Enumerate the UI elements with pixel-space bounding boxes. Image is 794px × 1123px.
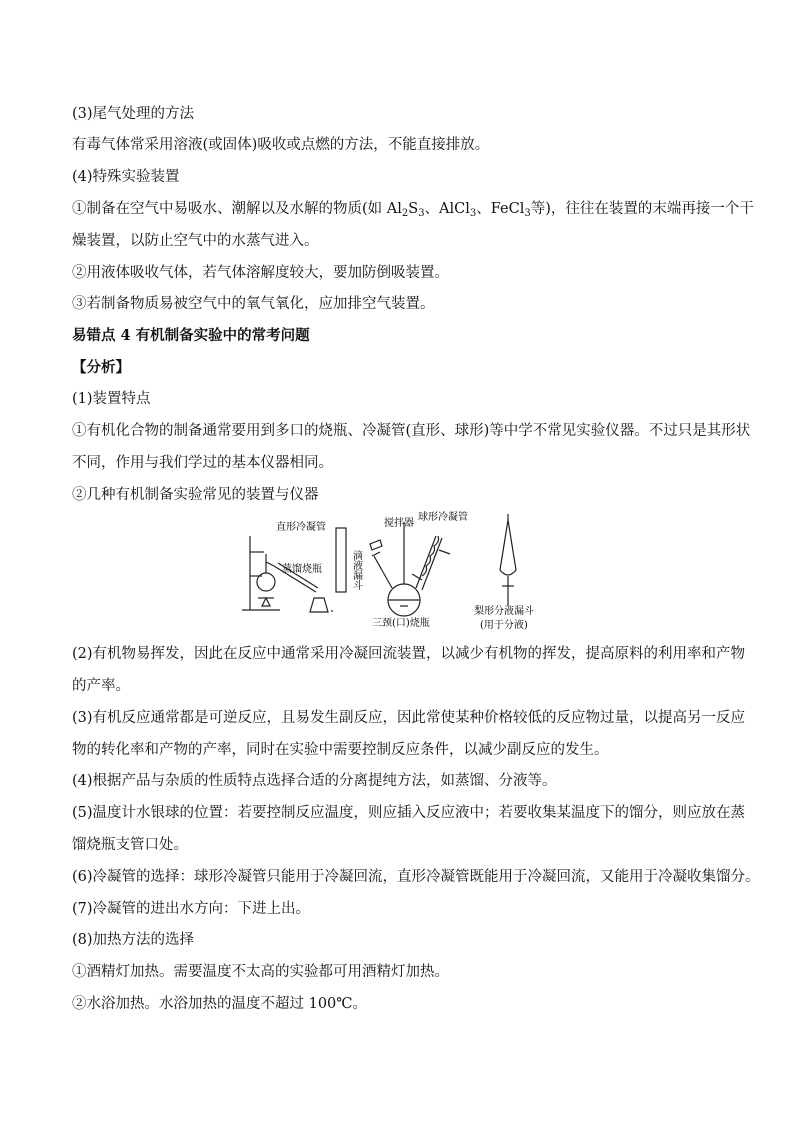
text-line: 不同，作用与我们学过的基本仪器相同。	[72, 455, 333, 471]
text-line: 物的转化率和产物的产率，同时在实验中需要控制反应条件，以减少副反应的发生。	[72, 742, 609, 758]
stirrer-label: 搅拌器	[384, 518, 414, 529]
text-line: 的产率。	[72, 678, 130, 694]
text-line: 有毒气体常采用溶液(或固体)吸收或点燃的方法，不能直接排放。	[72, 137, 490, 153]
sep-funnel-label: 梨形分液漏斗	[474, 606, 534, 617]
text-line: (5)温度计水银球的位置：若要控制反应温度，则应插入反应液中；若要收集某温度下的馏分，则应放在蒸	[72, 805, 746, 821]
text-line: (1)装置特点	[72, 391, 151, 407]
burner-shape	[262, 598, 270, 606]
text-line: (8)加热方法的选择	[72, 932, 195, 948]
analysis-heading: 【分析】	[72, 359, 130, 376]
text-line: (3)尾气处理的方法	[72, 106, 195, 122]
distill-flask-shape	[257, 573, 275, 591]
subscript: 2	[401, 208, 409, 219]
separatory-funnel-shape	[500, 520, 516, 575]
text-fragment: ①制备在空气中易吸水、潮解以及水解的物质(如 Al	[72, 201, 402, 217]
text-line: (6)冷凝管的选择：球形冷凝管只能用于冷凝回流，直形冷凝管既能用于冷凝回流，又能用于冷凝收集馏分。	[72, 869, 760, 885]
sep-funnel-use-label: (用于分液)	[480, 620, 528, 631]
text-line: (4)特殊实验装置	[72, 169, 180, 185]
text-fragment: 、FeCl	[476, 201, 525, 217]
text-line: 燥装置，以防止空气中的水蒸气进入。	[72, 233, 319, 249]
section-heading: 易错点 4 有机制备实验中的常考问题	[72, 327, 310, 344]
text-line: ②水浴加热。水浴加热的温度不超过 100℃。	[72, 996, 368, 1012]
text-line: (3)有机反应通常都是可逆反应，且易发生副反应，因此常使某种价格较低的反应物过量，以提高另一反应	[72, 710, 746, 726]
subscript: 3	[469, 208, 477, 219]
subscript: 3	[418, 208, 425, 219]
dropping-funnel-label: 滴液漏斗	[350, 550, 362, 590]
three-neck-flask-label: 三颈(口)烧瓶	[372, 618, 430, 629]
text-line: ①有机化合物的制备通常要用到多口的烧瓶、冷凝管(直形、球形)等中学不常见实验仪器。不过只是其形状	[72, 423, 751, 439]
text-line: (4)根据产品与杂质的性质特点选择合适的分离提纯方法，如蒸馏、分液等。	[72, 773, 557, 789]
receiver-flask-shape	[310, 598, 328, 612]
text-line: (7)冷凝管的进出水方向：下进上出。	[72, 901, 311, 917]
bulb-condenser-label: 球形冷凝管	[418, 512, 468, 523]
text-line: ②用液体吸收气体，若气体溶解度较大，要加防倒吸装置。	[72, 265, 449, 281]
text-line	[72, 199, 754, 219]
subscript: 3	[524, 208, 531, 219]
straight-condenser-label: 直形冷凝管	[276, 522, 326, 533]
text-line: ③若制备物质易被空气中的氧气氧化，应加排空气装置。	[72, 296, 435, 312]
dropping-funnel-label-box	[336, 528, 346, 592]
distill-flask-label: 蒸馏烧瓶	[282, 564, 322, 575]
apparatus-figure	[236, 510, 556, 632]
text-line: ①酒精灯加热。需要温度不太高的实验都可用酒精灯加热。	[72, 964, 449, 980]
text-line: 馏烧瓶支管口处。	[72, 837, 188, 853]
text-line: ②几种有机制备实验常见的装置与仪器	[72, 487, 319, 503]
text-fragment: 等)，往往在装置的末端再接一个干	[530, 201, 754, 217]
text-line: (2)有机物易挥发，因此在反应中通常采用冷凝回流装置，以减少有机物的挥发，提高原料的利用率和产物	[72, 646, 746, 662]
text-fragment: S	[408, 201, 419, 217]
text-fragment: 、AlCl	[424, 201, 470, 217]
